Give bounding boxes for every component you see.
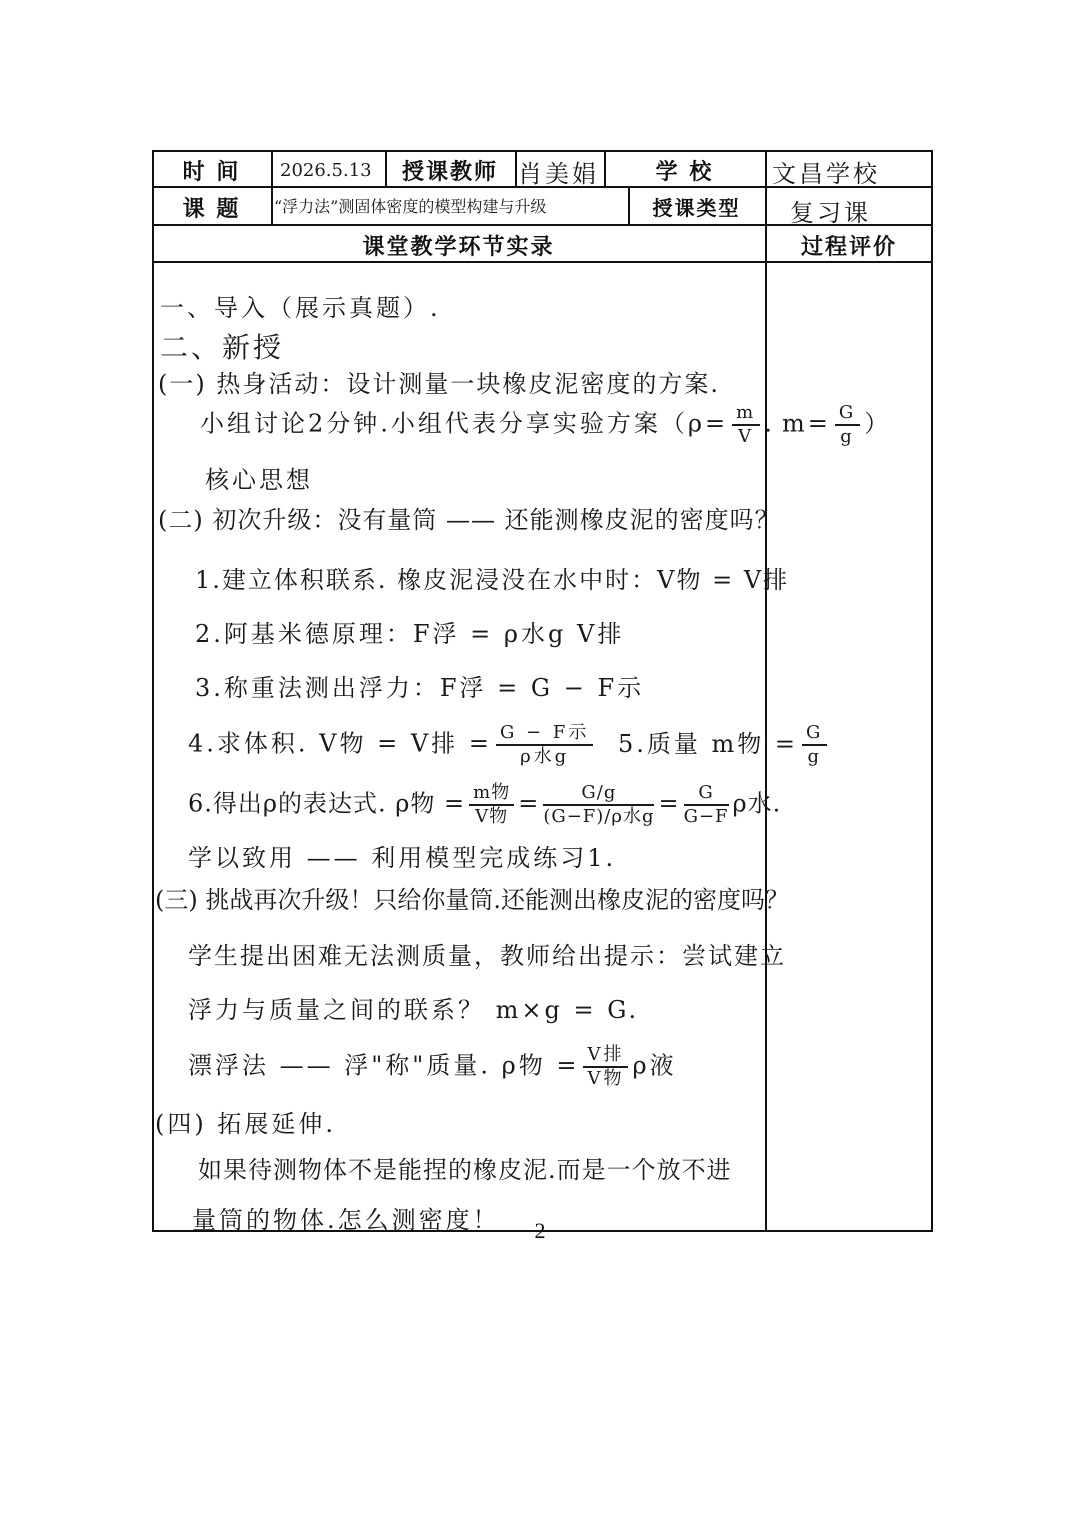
fraction-numerator: m — [732, 402, 760, 426]
fraction-numerator: G — [684, 782, 729, 806]
fraction-denominator: ρ水g — [520, 746, 570, 767]
mass-fraction — [802, 722, 827, 768]
row-divider — [152, 261, 933, 263]
volume-fraction — [496, 722, 593, 768]
mass-close: ） — [864, 409, 892, 438]
note-step-6 — [188, 782, 781, 828]
record-label: 课堂教学环节实录 — [362, 235, 555, 260]
note-step-4 — [188, 722, 831, 768]
equals-sign: = — [518, 789, 540, 818]
note-extension: (四) 拓展延伸. — [155, 1110, 336, 1138]
rho-water: ρ水. — [732, 789, 782, 818]
note-extension-question: 如果待测物体不是能捏的橡皮泥.而是一个放不进 — [198, 1156, 732, 1184]
note-student-difficulty: 学生提出困难无法测质量，教师给出提示：尝试建立 — [188, 942, 786, 970]
density-fraction — [469, 782, 514, 828]
fraction-numerator: G — [802, 722, 827, 746]
step-5-text: 5.质量 m物 = — [617, 729, 799, 758]
note-core-idea: 核心思想 — [205, 466, 313, 494]
volume-ratio-fraction — [583, 1044, 628, 1090]
fraction-denominator: V — [738, 426, 755, 447]
note-extension-end: 量筒的物体.怎么测密度！ — [192, 1206, 500, 1234]
note-group-text: 小组讨论2分钟.小组代表分享实验方案（ρ= — [200, 409, 729, 438]
fraction-numerator: G — [835, 402, 860, 426]
note-step-2: 2.阿基米德原理：F浮 = ρ水g V排 — [195, 620, 625, 648]
note-new-lesson: 二、新授 — [160, 331, 285, 364]
topic-value: “浮力法”测固体密度的模型构建与升级 — [274, 197, 547, 216]
note-second-upgrade: (三) 挑战再次升级！只给你量筒.还能测出橡皮泥的密度吗？ — [155, 886, 789, 914]
fraction-numerator: V排 — [583, 1044, 628, 1068]
fraction-denominator: (G−F)/ρ水g — [543, 806, 655, 827]
result-fraction — [684, 782, 729, 828]
note-group-discussion — [200, 402, 775, 448]
fraction-numerator: G − F示 — [496, 722, 593, 746]
type-value: 复习课 — [790, 199, 871, 227]
school-label: 学 校 — [655, 160, 714, 185]
fraction-denominator: g — [807, 746, 822, 767]
school-value: 文昌学校 — [772, 160, 880, 188]
fraction-denominator: V物 — [587, 1068, 625, 1089]
fraction-numerator: m物 — [469, 782, 514, 806]
note-step-1: 1.建立体积联系. 橡皮泥浸没在水中时：V物 = V排 — [195, 566, 790, 594]
mass-fraction — [835, 402, 860, 448]
page-number: 2 — [534, 1218, 546, 1243]
note-group-end: . — [764, 409, 775, 438]
column-divider — [765, 150, 767, 1232]
teacher-label: 授课教师 — [401, 160, 498, 185]
note-float-method — [188, 1044, 677, 1090]
density-fraction — [732, 402, 760, 448]
step-4-text: 4.求体积. V物 = V排 = — [188, 729, 492, 758]
topic-label: 课 题 — [182, 197, 241, 222]
mass-text: m= — [782, 409, 831, 438]
equals-sign: = — [658, 789, 680, 818]
note-warmup: (一) 热身活动：设计测量一块橡皮泥密度的方案. — [158, 370, 720, 398]
note-intro: 一、导入（展示真题）. — [160, 294, 441, 322]
time-value: 2026.5.13 — [280, 160, 372, 181]
note-step-3: 3.称重法测出浮力：F浮 = G − F示 — [195, 674, 645, 702]
rho-liquid: ρ液 — [632, 1051, 677, 1080]
note-buoyancy-mass: 浮力与质量之间的联系？ m×g = G. — [188, 996, 640, 1024]
note-practice: 学以致用 —— 利用模型完成练习1. — [188, 844, 617, 872]
fraction-denominator: g — [840, 426, 855, 447]
fraction-numerator: G/g — [543, 782, 654, 806]
float-method-text: 漂浮法 —— 浮"称"质量. ρ物 = — [188, 1051, 580, 1080]
teacher-value: 肖美娟 — [518, 160, 599, 188]
step-6-text: 6.得出ρ的表达式. ρ物 = — [188, 789, 466, 818]
note-first-upgrade: (二) 初次升级：没有量筒 —— 还能测橡皮泥的密度吗？ — [158, 506, 780, 534]
eval-label: 过程评价 — [800, 235, 897, 260]
column-divider — [271, 150, 273, 224]
compound-fraction — [543, 782, 654, 828]
type-label: 授课类型 — [652, 196, 741, 220]
fraction-denominator: G−F — [683, 806, 729, 827]
column-divider — [515, 150, 517, 187]
time-label: 时 间 — [182, 160, 241, 185]
fraction-denominator: V物 — [475, 806, 509, 827]
note-eval-mass — [782, 402, 891, 448]
